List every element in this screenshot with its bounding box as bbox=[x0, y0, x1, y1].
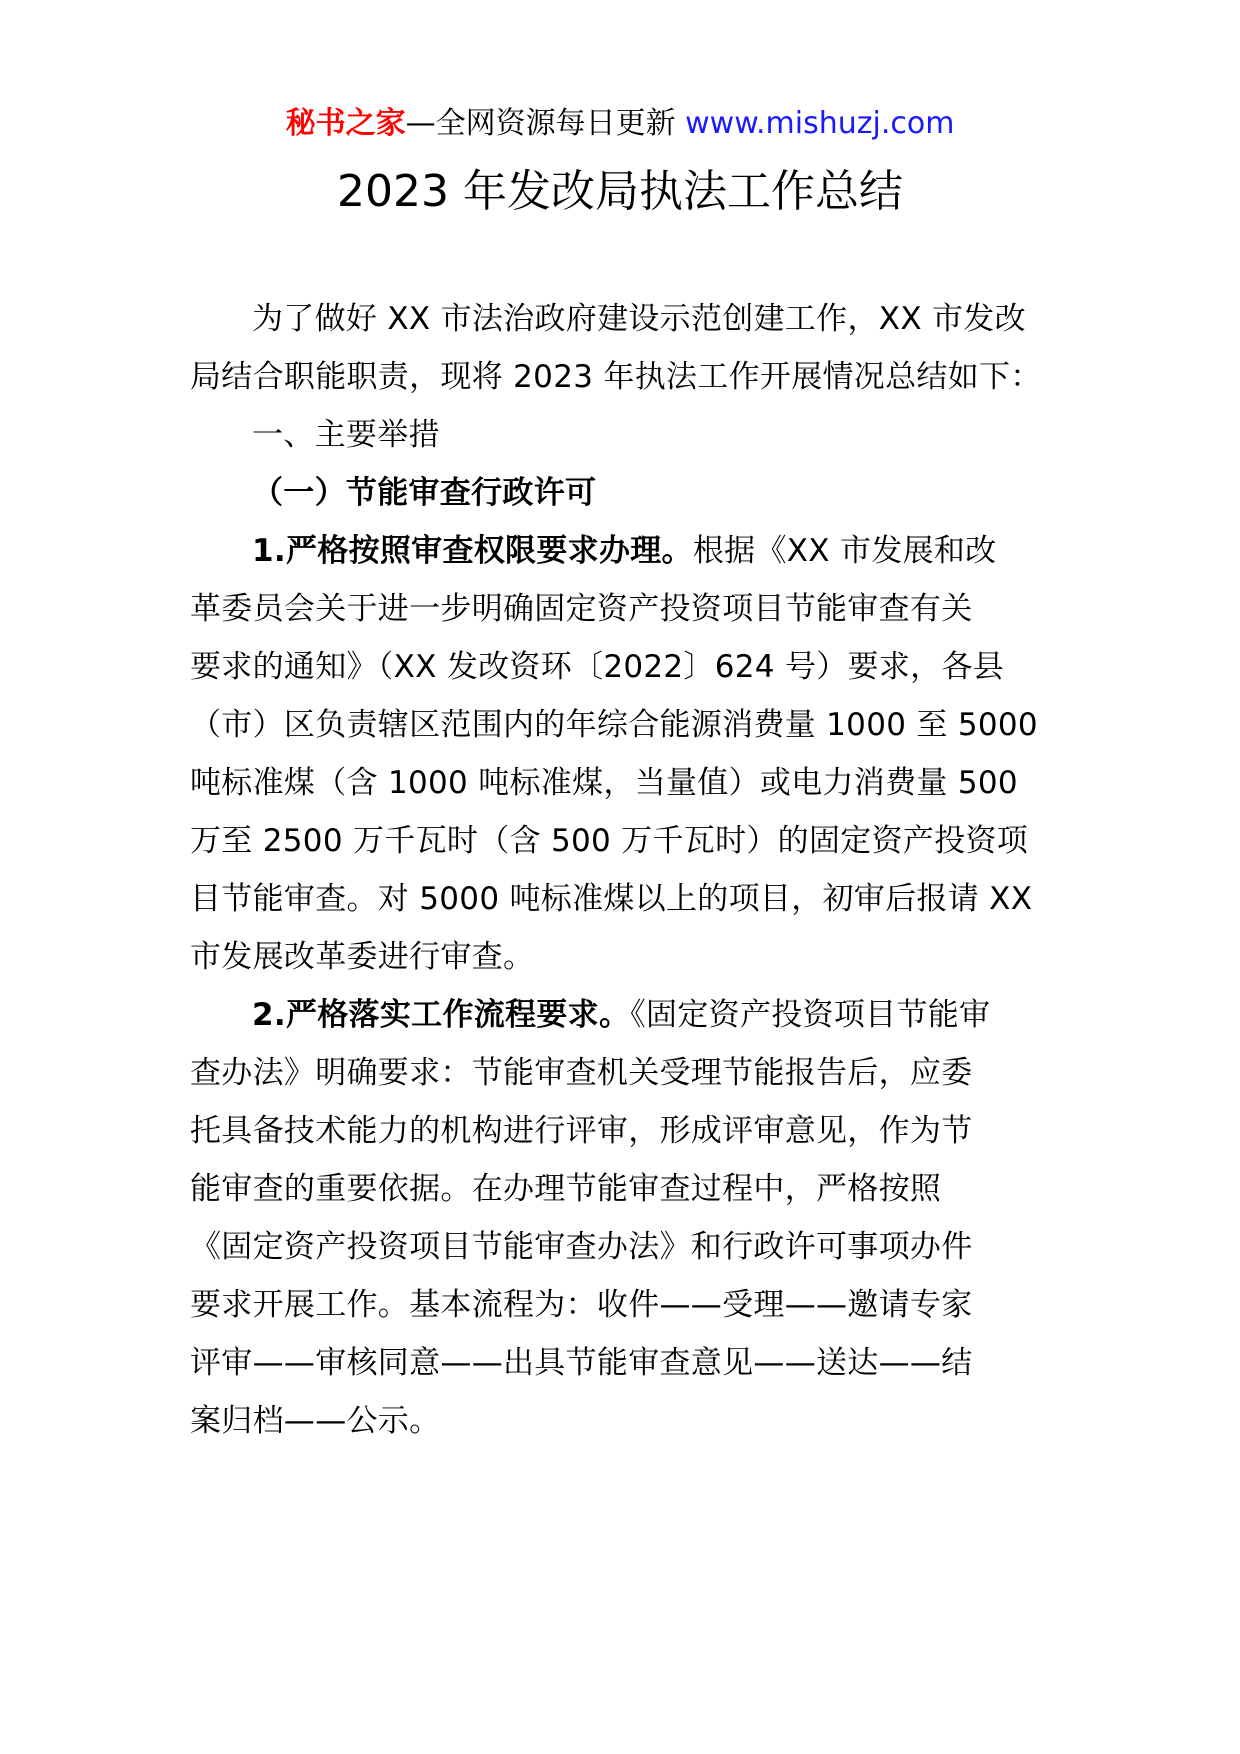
paragraph-line: 要求的通知》（XX 发改资环〔2022〕624 号）要求，各县 bbox=[190, 649, 1005, 685]
paragraph-line: 吨标准煤（含 1000 吨标准煤，当量值）或电力消费量 500 bbox=[190, 765, 1018, 801]
item-1-lead: 1.严格按照审查权限要求办理。 bbox=[252, 533, 693, 569]
paragraph-line: 市发展改革委进行审查。 bbox=[190, 939, 535, 975]
watermark-header bbox=[0, 102, 1240, 146]
paragraph-line: 万至 2500 万千瓦时（含 500 万千瓦时）的固定资产投资项 bbox=[190, 823, 1029, 859]
intro-line: 局结合职能职责，现将 2023 年执法工作开展情况总结如下： bbox=[190, 359, 1042, 395]
item-2-first-line bbox=[252, 993, 990, 1037]
brand-url-link[interactable]: www.mishuzj.com bbox=[685, 106, 955, 141]
paragraph-line: 《固定资产投资项目节能审查办法》和行政许可事项办件 bbox=[190, 1229, 973, 1265]
subsection-heading: （一）节能审查行政许可 bbox=[252, 475, 597, 511]
section-heading: 一、主要举措 bbox=[252, 417, 440, 453]
paragraph-line: 能审查的重要依据。在办理节能审查过程中，严格按照 bbox=[190, 1171, 942, 1207]
item-1-first-line-text: 根据《XX 市发展和改 bbox=[692, 533, 997, 569]
intro-line: 为了做好 XX 市法治政府建设示范创建工作，XX 市发改 bbox=[252, 301, 1026, 337]
paragraph-line: 托具备技术能力的机构进行评审，形成评审意见，作为节 bbox=[190, 1113, 973, 1149]
paragraph-line: 革委员会关于进一步明确固定资产投资项目节能审查有关 bbox=[190, 591, 973, 627]
item-1-first-line bbox=[252, 529, 997, 573]
brand-tagline: —全网资源每日更新 bbox=[405, 106, 686, 141]
paragraph-line: 要求开展工作。基本流程为：收件——受理——邀请专家 bbox=[190, 1287, 973, 1323]
brand-name: 秘书之家 bbox=[285, 106, 406, 141]
paragraph-line: 评审——审核同意——出具节能审查意见——送达——结 bbox=[190, 1345, 973, 1381]
item-2-first-line-text: 《固定资产投资项目节能审 bbox=[630, 997, 991, 1033]
paragraph-line: （市）区负责辖区范围内的年综合能源消费量 1000 至 5000 bbox=[190, 707, 1038, 743]
item-2-lead: 2.严格落实工作流程要求。 bbox=[252, 997, 631, 1033]
paragraph-line: 查办法》明确要求：节能审查机关受理节能报告后，应委 bbox=[190, 1055, 973, 1091]
paragraph-line: 目节能审查。对 5000 吨标准煤以上的项目，初审后报请 XX bbox=[190, 881, 1033, 917]
document-title: 2023 年发改局执法工作总结 bbox=[337, 166, 903, 217]
paragraph-line: 案归档——公示。 bbox=[190, 1403, 441, 1439]
